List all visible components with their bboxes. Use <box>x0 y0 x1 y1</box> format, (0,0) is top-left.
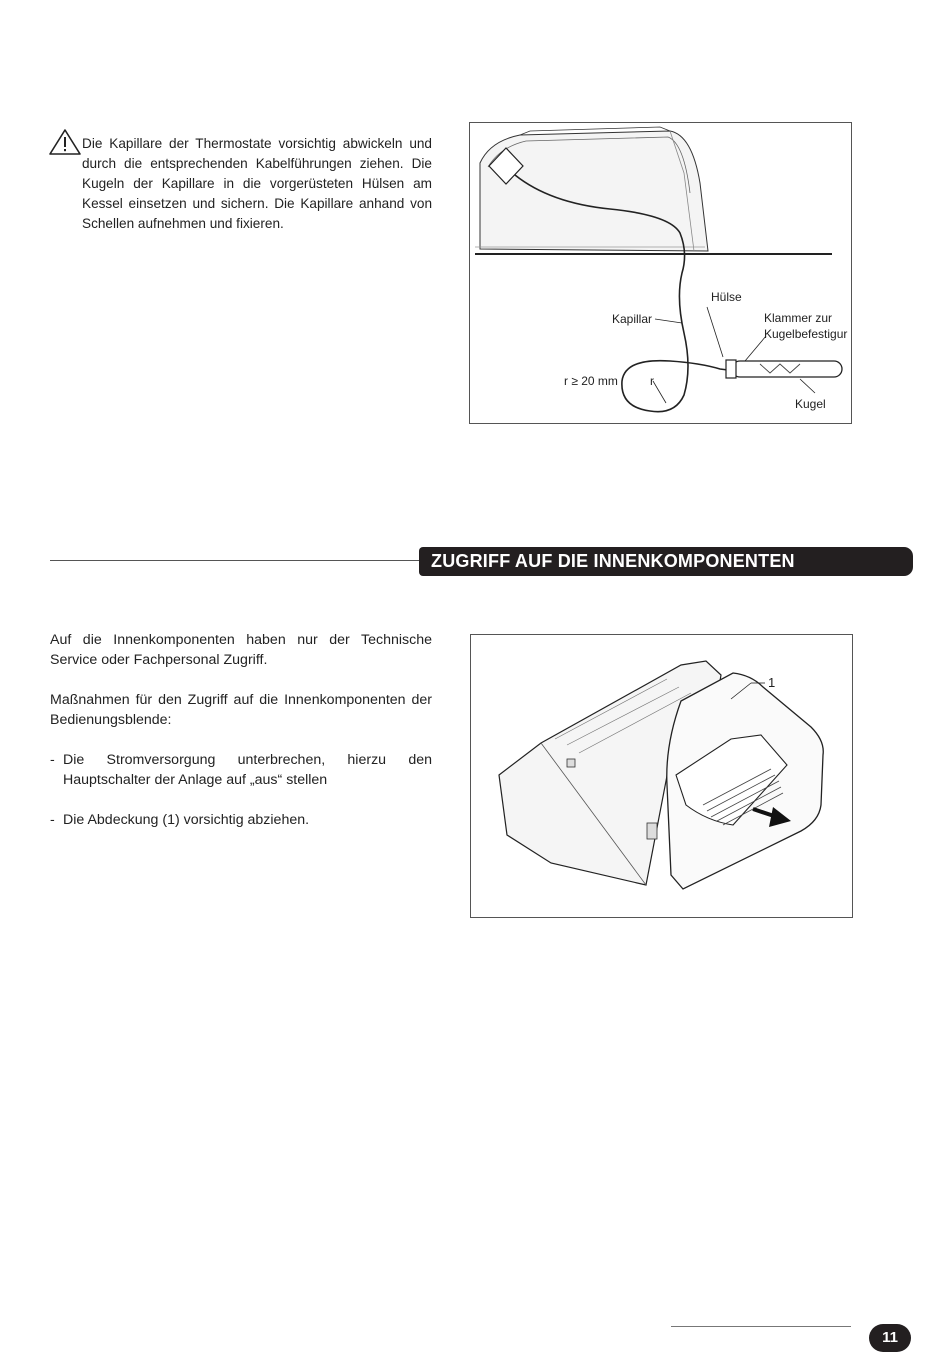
label-klammer-line1: Klammer zur <box>764 311 833 325</box>
measures-paragraph: Maßnahmen für den Zugriff auf die Innenkomponenten der Bedienungsblende: <box>50 692 432 728</box>
bullet-text: Die Abdeckung (1) vorsichtig abziehen. <box>63 812 310 828</box>
page-number: 11 <box>869 1324 911 1352</box>
bullet-text: Die Stromversorgung unterbrechen, hierzu den Hauptschalter der Anlage auf „aus“ stellen <box>63 752 432 788</box>
capillary-figure <box>469 122 852 424</box>
list-item <box>50 750 432 790</box>
section-divider <box>50 560 430 561</box>
label-kapillar: Kapillar <box>612 312 653 326</box>
cover-removal-diagram <box>471 635 852 917</box>
label-huelse: Hülse <box>711 290 742 304</box>
label-radius: r ≥ 20 mm <box>564 374 618 388</box>
callout-label: 1 <box>768 675 776 690</box>
cover-removal-figure <box>470 634 853 918</box>
bullet-marker: - <box>50 752 55 768</box>
list-item <box>50 810 432 830</box>
warning-text: Die Kapillare der Thermostate vorsichtig abwickeln und durch die entsprechenden Kabelführungen ziehen. Die Kugeln der Kapillare in die vorgerüsteten Hülsen am Kessel einsetzen und sichern. Die Kapillare anhand von Schellen aufnehmen und fixieren. <box>82 136 432 231</box>
label-kugel: Kugel <box>795 397 826 411</box>
label-klammer-line2: Kugelbefestigur <box>764 327 848 341</box>
bullet-marker: - <box>50 812 55 828</box>
intro-paragraph: Auf die Innenkomponenten haben nur der Technische Service oder Fachpersonal Zugriff. <box>50 632 432 668</box>
capillary-diagram <box>470 123 851 423</box>
warning-icon <box>49 129 81 155</box>
label-r: r <box>650 374 654 388</box>
footer-rule <box>671 1326 851 1327</box>
section-title: ZUGRIFF AUF DIE INNENKOMPONENTEN <box>431 551 795 571</box>
